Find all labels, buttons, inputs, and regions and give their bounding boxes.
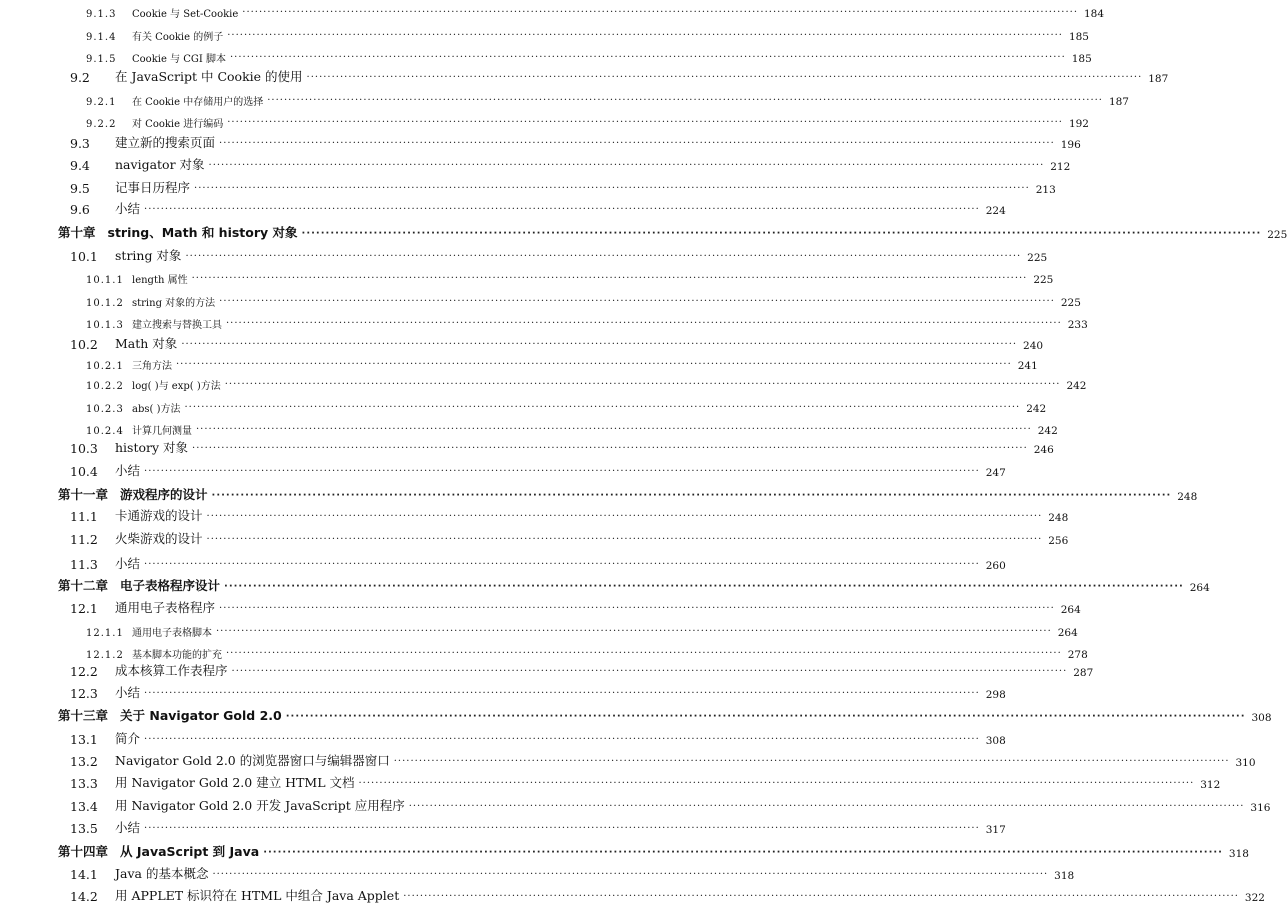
dot-leader: ········································································································································································································ bbox=[176, 359, 1012, 370]
dot-leader: ········································································································································································································ bbox=[144, 466, 980, 477]
entry-title: 用 APPLET 标识符在 HTML 中组合 Java Applet bbox=[115, 888, 400, 903]
entry-number: 第十一章 bbox=[58, 487, 109, 502]
toc-section-entry bbox=[70, 153, 1071, 173]
dot-leader: ········································································································································································································ bbox=[219, 603, 1055, 614]
dot-leader: ········································································································································································································ bbox=[181, 339, 1018, 350]
toc-subsection-entry bbox=[86, 395, 1047, 415]
dot-leader: ········································································································································································································ bbox=[230, 52, 1066, 63]
entry-title: 在 Cookie 中存储用户的选择 bbox=[132, 97, 264, 108]
entry-page-number: 317 bbox=[985, 824, 1006, 836]
entry-number: 13.2 bbox=[70, 754, 98, 769]
entry-number: 10.2.2 bbox=[86, 381, 124, 392]
toc-section-entry bbox=[70, 596, 1081, 616]
toc-subsection-entry bbox=[86, 23, 1089, 43]
entry-title: 小结 bbox=[115, 685, 141, 700]
entry-title: 基本脚本功能的扩充 bbox=[132, 650, 222, 661]
entry-title: 三角方法 bbox=[132, 361, 172, 372]
dot-leader: ········································································································································································································ bbox=[144, 823, 980, 834]
entry-page-number: 260 bbox=[985, 560, 1006, 572]
entry-number: 9.1.3 bbox=[86, 9, 117, 20]
dot-leader: ········································································································································································································ bbox=[227, 30, 1063, 41]
dot-leader: ········································································································································································································ bbox=[393, 756, 1230, 767]
entry-page-number: 187 bbox=[1108, 96, 1129, 108]
entry-page-number: 264 bbox=[1189, 582, 1210, 594]
dot-leader: ········································································································································································································ bbox=[242, 7, 1079, 18]
dot-leader: ········································································································································································································ bbox=[206, 511, 1043, 522]
entry-page-number: 187 bbox=[1148, 73, 1169, 85]
dot-leader: ········································································································································································································ bbox=[194, 183, 1030, 194]
entry-title: string 对象的方法 bbox=[132, 298, 216, 309]
entry-title: 火柴游戏的设计 bbox=[115, 531, 203, 546]
toc-section-entry bbox=[70, 65, 1169, 85]
entry-number: 9.2.2 bbox=[86, 119, 117, 130]
toc-section-entry bbox=[70, 504, 1069, 524]
dot-leader: ········································································································································································································ bbox=[144, 688, 980, 699]
entry-page-number: 225 bbox=[1027, 252, 1048, 264]
entry-title: Math 对象 bbox=[115, 336, 178, 351]
toc-section-entry bbox=[70, 459, 1006, 479]
entry-title: log( )与 exp( )方法 bbox=[132, 381, 221, 392]
dot-leader: ········································································································································································································ bbox=[191, 273, 1028, 284]
entry-title: 通用电子表格脚本 bbox=[132, 628, 212, 639]
entry-number: 10.2 bbox=[70, 337, 98, 352]
toc-chapter-entry bbox=[58, 574, 1210, 594]
toc-subsection-entry bbox=[86, 372, 1087, 392]
entry-title: navigator 对象 bbox=[115, 157, 205, 172]
toc-section-entry bbox=[70, 527, 1069, 547]
entry-page-number: 287 bbox=[1073, 667, 1094, 679]
entry-number: 9.1.4 bbox=[86, 32, 117, 43]
dot-leader: ········································································································································································································ bbox=[224, 581, 1184, 592]
entry-number: 13.5 bbox=[70, 821, 98, 836]
entry-number: 11.2 bbox=[70, 532, 98, 547]
entry-title: abs( )方法 bbox=[132, 404, 181, 415]
toc-section-entry bbox=[70, 131, 1081, 151]
entry-page-number: 248 bbox=[1177, 491, 1198, 503]
entry-title: 小结 bbox=[115, 820, 141, 835]
entry-page-number: 225 bbox=[1033, 274, 1054, 286]
toc-chapter-entry bbox=[58, 483, 1198, 503]
entry-title: 建立新的搜索页面 bbox=[115, 135, 216, 150]
entry-page-number: 233 bbox=[1067, 319, 1088, 331]
entry-page-number: 242 bbox=[1037, 425, 1058, 437]
entry-number: 10.2.3 bbox=[86, 404, 124, 415]
toc-subsection-entry bbox=[86, 45, 1092, 65]
toc-subsection-entry bbox=[86, 110, 1089, 130]
entry-title: 对 Cookie 进行编码 bbox=[132, 119, 224, 130]
entry-page-number: 316 bbox=[1250, 802, 1271, 814]
entry-number: 第十四章 bbox=[58, 844, 109, 859]
entry-number: 12.1 bbox=[70, 601, 98, 616]
entry-number: 10.2.4 bbox=[86, 426, 124, 437]
toc-chapter-entry bbox=[58, 840, 1249, 860]
toc-section-entry bbox=[70, 749, 1256, 769]
entry-page-number: 264 bbox=[1060, 604, 1081, 616]
dot-leader: ········································································································································································································ bbox=[285, 711, 1246, 722]
entry-number: 14.2 bbox=[70, 889, 98, 904]
entry-title: 通用电子表格程序 bbox=[115, 600, 216, 615]
toc-section-entry bbox=[70, 816, 1006, 836]
entry-number: 13.1 bbox=[70, 732, 98, 747]
entry-number: 9.4 bbox=[70, 158, 90, 173]
dot-leader: ········································································································································································································ bbox=[224, 379, 1061, 390]
entry-page-number: 248 bbox=[1048, 512, 1069, 524]
toc-subsection-entry bbox=[86, 311, 1088, 331]
entry-page-number: 312 bbox=[1200, 779, 1221, 791]
toc-subsection-entry bbox=[86, 352, 1038, 372]
entry-number: 9.6 bbox=[70, 202, 90, 217]
dot-leader: ········································································································································································································ bbox=[358, 778, 1195, 789]
entry-title: 用 Navigator Gold 2.0 开发 JavaScript 应用程序 bbox=[115, 798, 405, 813]
toc-section-entry bbox=[70, 197, 1006, 217]
entry-title: 游戏程序的设计 bbox=[120, 487, 208, 502]
toc-subsection-entry bbox=[86, 266, 1054, 286]
dot-leader: ········································································································································································································ bbox=[211, 490, 1172, 501]
entry-number: 13.4 bbox=[70, 799, 98, 814]
entry-number: 第十二章 bbox=[58, 578, 109, 593]
entry-page-number: 308 bbox=[1251, 712, 1272, 724]
toc-chapter-entry bbox=[58, 704, 1272, 724]
entry-title: length 属性 bbox=[132, 275, 188, 286]
entry-number: 9.2 bbox=[70, 70, 90, 85]
toc-subsection-entry bbox=[86, 289, 1081, 309]
entry-page-number: 247 bbox=[985, 467, 1006, 479]
toc-chapter-entry bbox=[58, 221, 1287, 241]
toc-subsection-entry bbox=[86, 417, 1058, 437]
entry-page-number: 241 bbox=[1017, 360, 1038, 372]
entry-number: 10.1.3 bbox=[86, 320, 124, 331]
entry-page-number: 225 bbox=[1060, 297, 1081, 309]
entry-number: 9.3 bbox=[70, 136, 90, 151]
dot-leader: ········································································································································································································ bbox=[403, 891, 1239, 902]
entry-title: 小结 bbox=[115, 201, 141, 216]
dot-leader: ········································································································································································································ bbox=[231, 666, 1068, 677]
entry-page-number: 246 bbox=[1033, 444, 1054, 456]
dot-leader: ········································································································································································································ bbox=[219, 138, 1055, 149]
entry-number: 12.1.1 bbox=[86, 628, 124, 639]
entry-page-number: 308 bbox=[985, 735, 1006, 747]
entry-number: 9.5 bbox=[70, 181, 90, 196]
toc-section-entry bbox=[70, 552, 1006, 572]
entry-page-number: 256 bbox=[1048, 535, 1069, 547]
entry-title: string 对象 bbox=[115, 248, 182, 263]
entry-number: 10.1.2 bbox=[86, 298, 124, 309]
entry-title: history 对象 bbox=[115, 440, 189, 455]
dot-leader: ········································································································································································································ bbox=[216, 626, 1052, 637]
entry-page-number: 322 bbox=[1244, 892, 1265, 904]
dot-leader: ········································································································································································································ bbox=[192, 443, 1028, 454]
entry-page-number: 242 bbox=[1026, 403, 1047, 415]
entry-page-number: 192 bbox=[1068, 118, 1089, 130]
dot-leader: ········································································································································································································ bbox=[226, 318, 1062, 329]
entry-page-number: 184 bbox=[1083, 8, 1105, 20]
dot-leader: ········································································································································································································ bbox=[144, 559, 980, 570]
dot-leader: ········································································································································································································ bbox=[267, 95, 1103, 106]
dot-leader: ········································································································································································································ bbox=[144, 734, 980, 745]
entry-number: 第十章 bbox=[58, 225, 96, 240]
entry-title: Cookie 与 Set-Cookie bbox=[132, 9, 239, 20]
entry-number: 10.3 bbox=[70, 441, 98, 456]
entry-title: 关于 Navigator Gold 2.0 bbox=[120, 708, 282, 723]
dot-leader: ········································································································································································································ bbox=[208, 160, 1045, 171]
toc-section-entry bbox=[70, 884, 1265, 904]
dot-leader: ········································································································································································································ bbox=[408, 801, 1245, 812]
entry-number: 10.1.1 bbox=[86, 275, 124, 286]
entry-title: 电子表格程序设计 bbox=[120, 578, 221, 593]
entry-title: 在 JavaScript 中 Cookie 的使用 bbox=[115, 69, 303, 84]
entry-page-number: 264 bbox=[1057, 627, 1078, 639]
toc-subsection-entry bbox=[86, 641, 1088, 661]
entry-number: 10.2.1 bbox=[86, 361, 124, 372]
entry-number: 12.3 bbox=[70, 686, 98, 701]
entry-number: 10.1 bbox=[70, 249, 98, 264]
entry-title: 从 JavaScript 到 Java bbox=[120, 844, 260, 859]
entry-title: 建立搜索与替换工具 bbox=[132, 320, 222, 331]
entry-title: 小结 bbox=[115, 556, 141, 571]
entry-page-number: 240 bbox=[1023, 340, 1044, 352]
entry-number: 第十三章 bbox=[58, 708, 109, 723]
entry-page-number: 278 bbox=[1067, 649, 1088, 661]
entry-title: 用 Navigator Gold 2.0 建立 HTML 文档 bbox=[115, 775, 355, 790]
entry-page-number: 185 bbox=[1068, 31, 1089, 43]
entry-title: Java 的基本概念 bbox=[115, 866, 209, 881]
entry-page-number: 212 bbox=[1050, 161, 1071, 173]
entry-page-number: 298 bbox=[985, 689, 1006, 701]
entry-page-number: 242 bbox=[1066, 380, 1087, 392]
entry-page-number: 213 bbox=[1035, 184, 1056, 196]
entry-title: 记事日历程序 bbox=[115, 180, 191, 195]
toc-section-entry bbox=[70, 681, 1006, 701]
dot-leader: ········································································································································································································ bbox=[206, 534, 1043, 545]
toc-section-entry bbox=[70, 244, 1048, 264]
toc-section-entry bbox=[70, 659, 1094, 679]
entry-number: 9.1.5 bbox=[86, 54, 117, 65]
dot-leader: ········································································································································································································ bbox=[144, 204, 980, 215]
entry-title: 卡通游戏的设计 bbox=[115, 508, 203, 523]
toc-section-entry bbox=[70, 176, 1056, 196]
dot-leader: ········································································································································································································ bbox=[263, 847, 1223, 858]
entry-title: 计算几何测量 bbox=[132, 426, 192, 437]
entry-number: 13.3 bbox=[70, 776, 98, 791]
entry-number: 11.3 bbox=[70, 557, 98, 572]
entry-page-number: 225 bbox=[1267, 229, 1287, 241]
toc-section-entry bbox=[70, 794, 1271, 814]
entry-title: 简介 bbox=[115, 731, 141, 746]
entry-page-number: 185 bbox=[1071, 53, 1092, 65]
dot-leader: ········································································································································································································ bbox=[301, 228, 1262, 239]
dot-leader: ········································································································································································································ bbox=[306, 72, 1143, 83]
entry-page-number: 224 bbox=[985, 205, 1006, 217]
toc-subsection-entry bbox=[86, 0, 1105, 20]
toc-subsection-entry bbox=[86, 619, 1078, 639]
entry-number: 10.4 bbox=[70, 464, 98, 479]
entry-page-number: 196 bbox=[1060, 139, 1081, 151]
entry-title: 小结 bbox=[115, 463, 141, 478]
toc-section-entry bbox=[70, 727, 1006, 747]
toc-section-entry bbox=[70, 436, 1054, 456]
entry-title: string、Math 和 history 对象 bbox=[107, 225, 298, 240]
toc-section-entry bbox=[70, 332, 1044, 352]
dot-leader: ········································································································································································································ bbox=[185, 251, 1022, 262]
entry-title: Cookie 与 CGI 脚本 bbox=[132, 54, 226, 65]
dot-leader: ········································································································································································································ bbox=[196, 424, 1032, 435]
toc-section-entry bbox=[70, 771, 1221, 791]
entry-number: 14.1 bbox=[70, 867, 98, 882]
toc-section-entry bbox=[70, 862, 1075, 882]
entry-title: 成本核算工作表程序 bbox=[115, 663, 228, 678]
dot-leader: ········································································································································································································ bbox=[227, 117, 1063, 128]
entry-number: 12.1.2 bbox=[86, 650, 124, 661]
dot-leader: ········································································································································································································ bbox=[226, 648, 1062, 659]
entry-number: 9.2.1 bbox=[86, 97, 117, 108]
entry-title: 有关 Cookie 的例子 bbox=[132, 32, 224, 43]
toc-subsection-entry bbox=[86, 88, 1129, 108]
entry-number: 12.2 bbox=[70, 664, 98, 679]
dot-leader: ········································································································································································································ bbox=[212, 869, 1049, 880]
dot-leader: ········································································································································································································ bbox=[184, 402, 1021, 413]
entry-page-number: 310 bbox=[1235, 757, 1256, 769]
entry-number: 11.1 bbox=[70, 509, 98, 524]
entry-page-number: 318 bbox=[1054, 870, 1075, 882]
entry-page-number: 318 bbox=[1228, 848, 1249, 860]
entry-title: Navigator Gold 2.0 的浏览器窗口与编辑器窗口 bbox=[115, 753, 390, 768]
dot-leader: ········································································································································································································ bbox=[219, 296, 1055, 307]
